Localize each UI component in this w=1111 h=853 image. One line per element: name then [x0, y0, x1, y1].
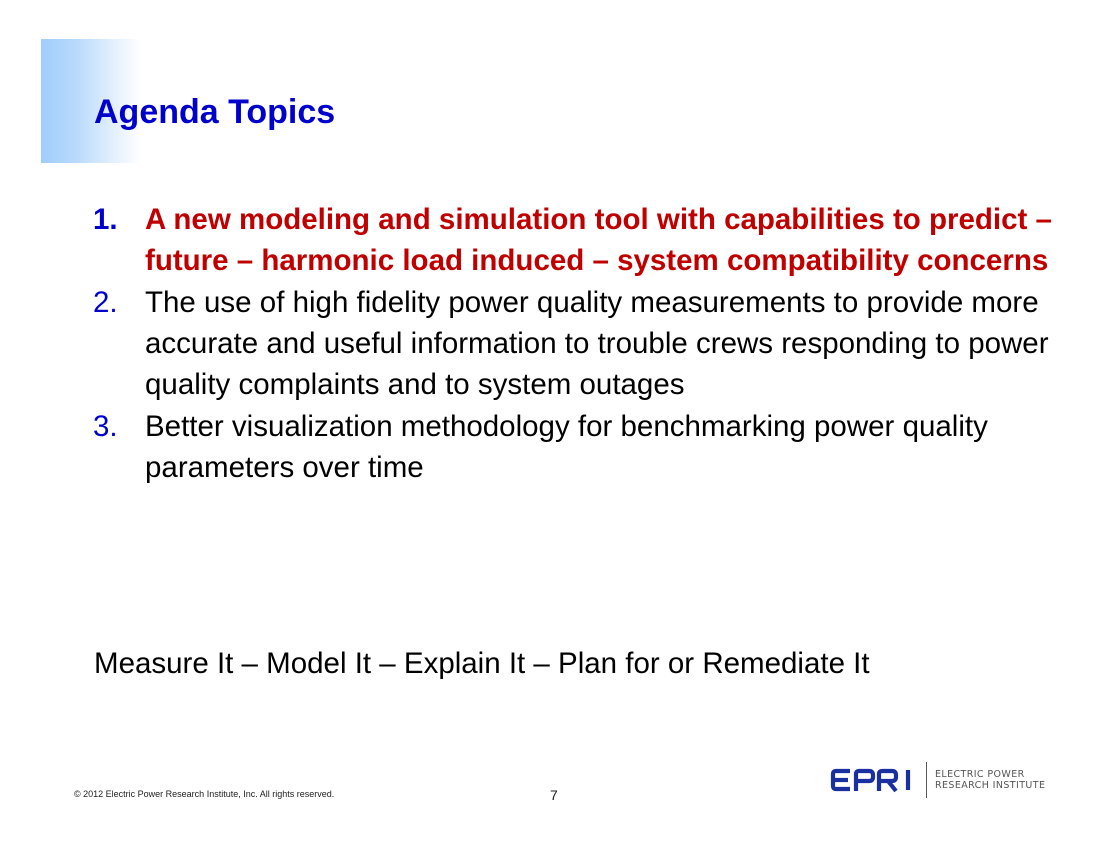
logo-divider [926, 762, 927, 798]
footer-copyright: © 2012 Electric Power Research Institute, Inc. All rights reserved. [74, 789, 335, 799]
agenda-item-number: 3. [93, 410, 118, 443]
logo-line-1: ELECTRIC POWER [935, 769, 1025, 780]
slide-tagline: Measure It – Model It – Explain It – Plan for or Remediate It [94, 647, 870, 680]
slide-title: Agenda Topics [94, 93, 336, 131]
agenda-item-number: 2. [93, 286, 118, 319]
agenda-item-1 [93, 199, 1053, 281]
epri-logo-mark-icon [830, 765, 918, 795]
agenda-item-text: The use of high fidelity power quality measurements to provide more accurate and useful information to trouble crews responding to power quality complaints and to system outages [145, 286, 1049, 401]
page-number: 7 [550, 787, 558, 803]
agenda-item-3 [93, 406, 1053, 488]
agenda-item-number: 1. [93, 203, 118, 236]
logo-line-2: RESEARCH INSTITUTE [935, 780, 1046, 791]
agenda-item-2 [93, 282, 1053, 405]
logo-wordmark [935, 769, 1045, 791]
epri-logo [830, 762, 1045, 798]
agenda-list [93, 199, 1053, 489]
agenda-item-text: A new modeling and simulation tool with capabilities to predict – future – harmonic load induced – system compatibility concerns [145, 203, 1052, 277]
agenda-item-text: Better visualization methodology for benchmarking power quality parameters over time [145, 410, 988, 484]
